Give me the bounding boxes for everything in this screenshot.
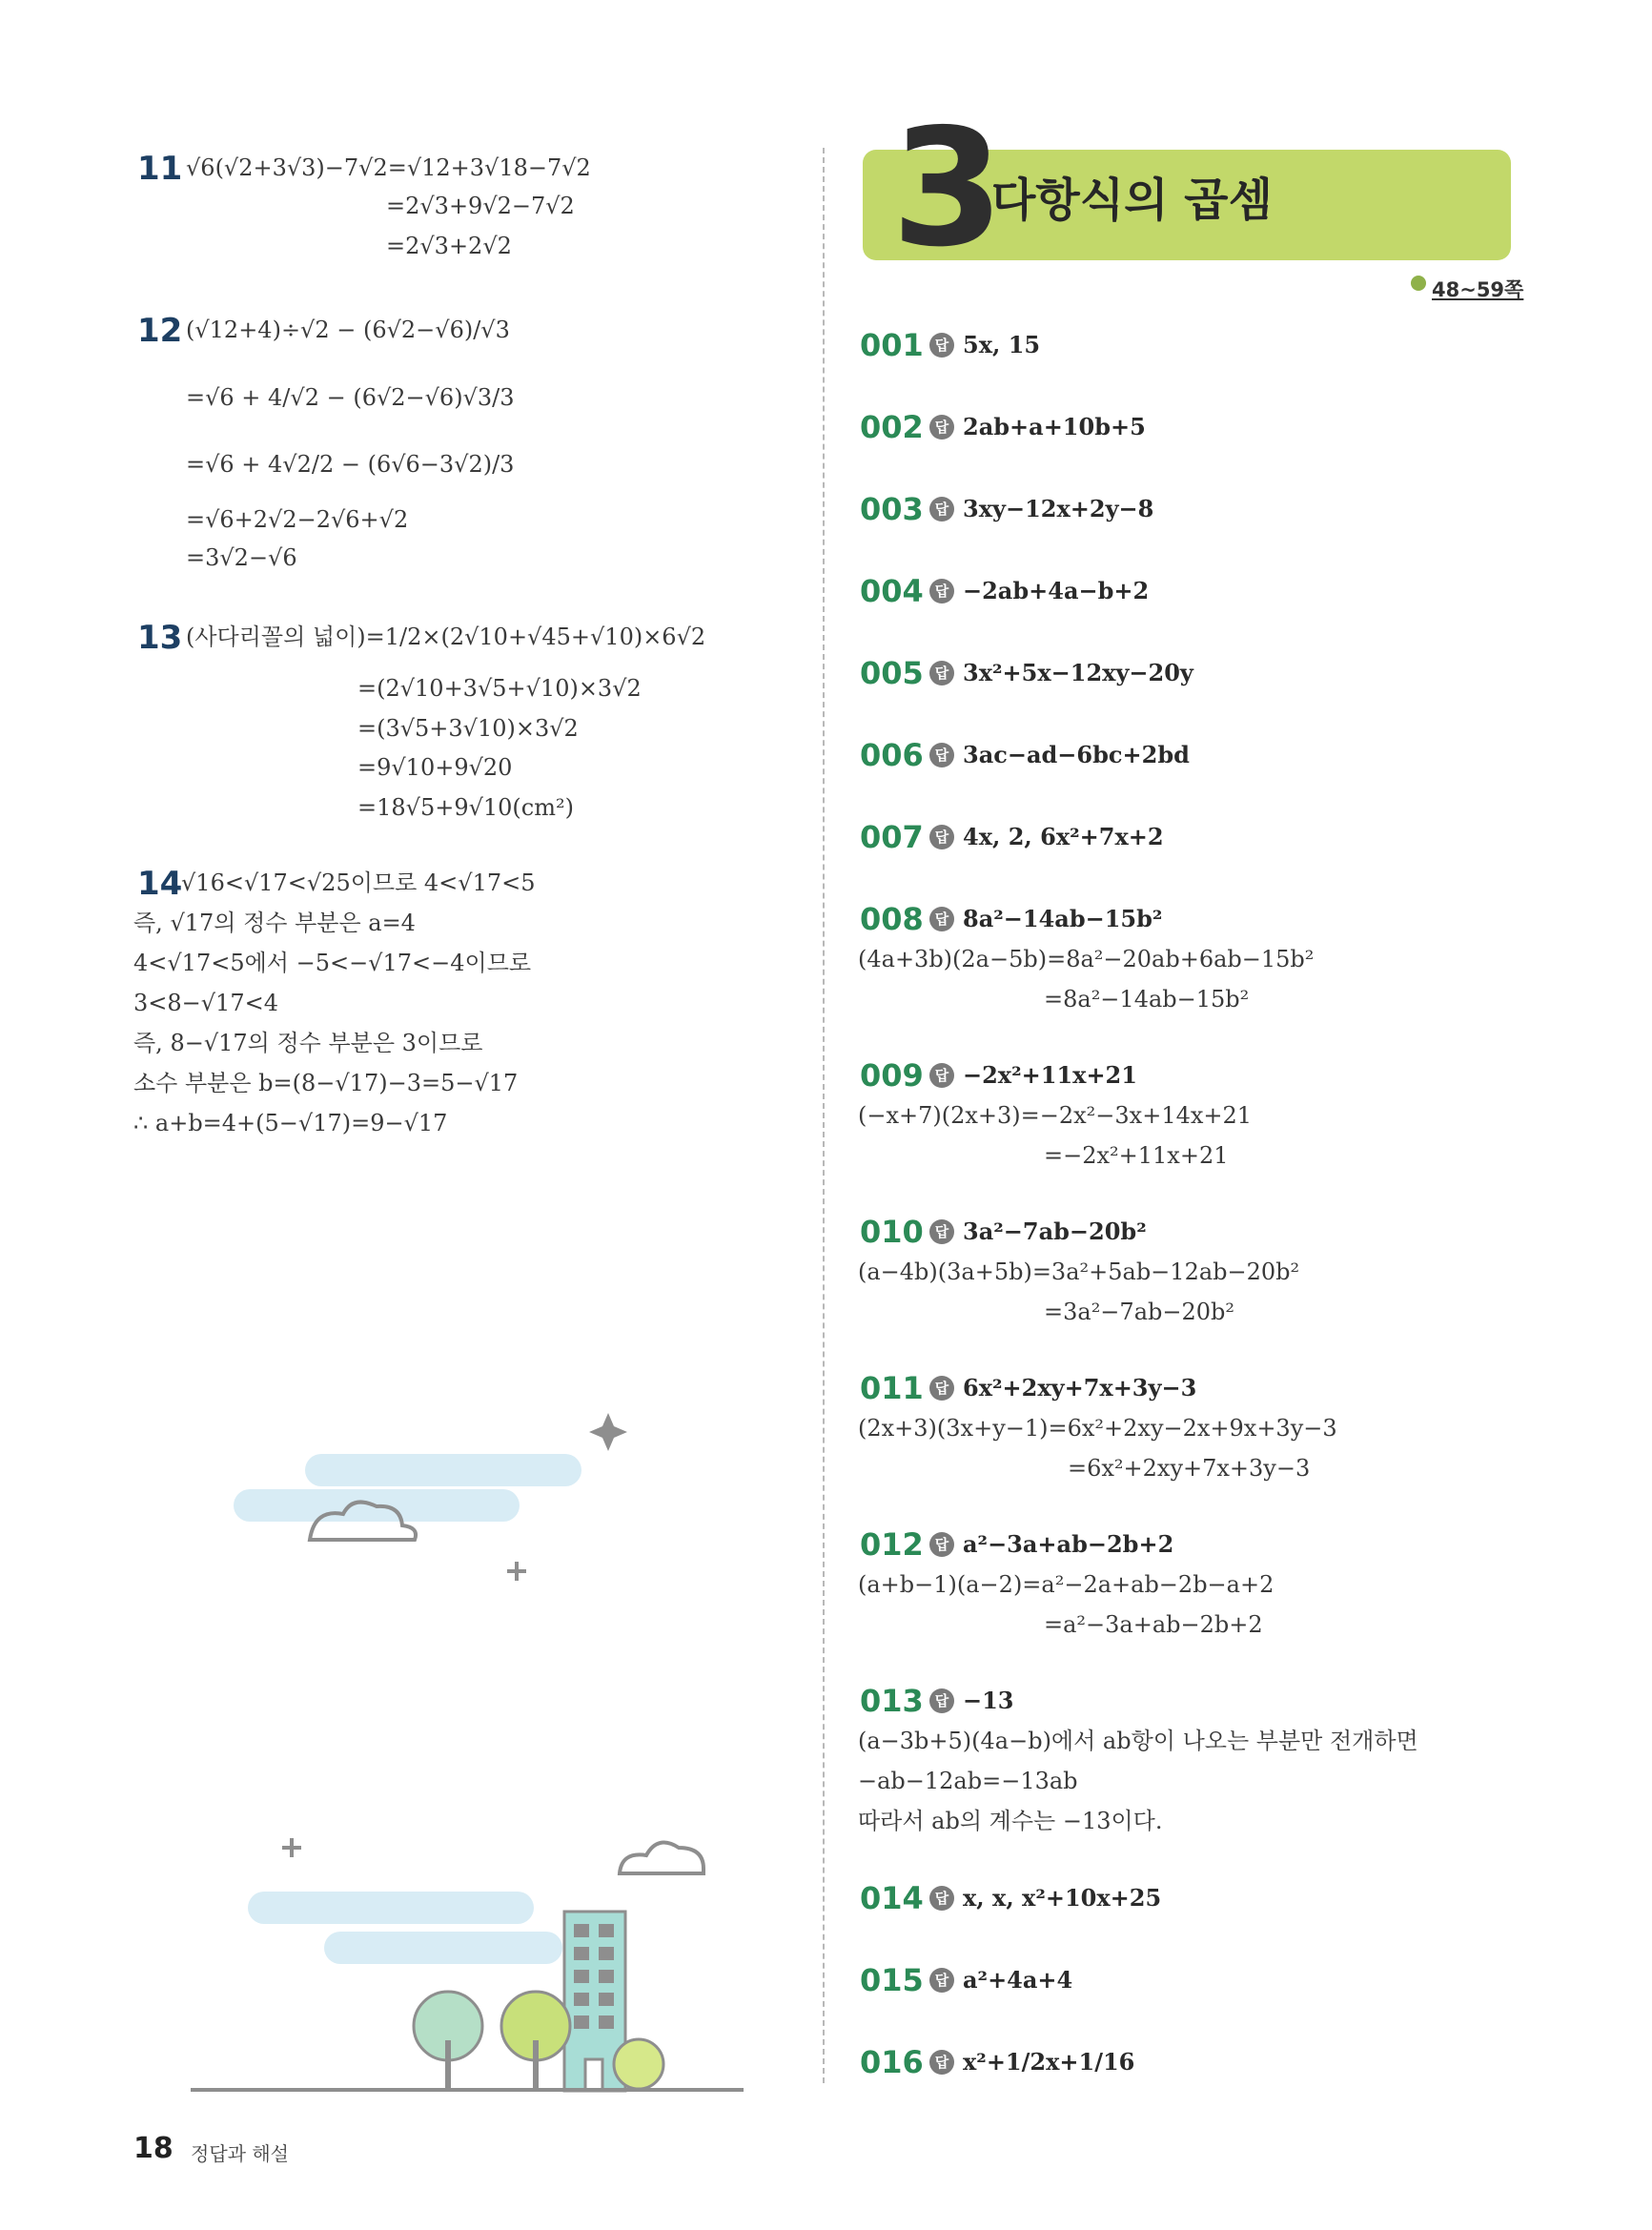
answer-text: 2ab+a+10b+5 — [963, 413, 1146, 440]
problem-number: 14 — [137, 865, 183, 903]
answer-text: x, x, x²+10x+25 — [963, 1884, 1162, 1912]
answer-text: 3a²−7ab−20b² — [963, 1217, 1147, 1245]
problem-number: 13 — [137, 619, 183, 657]
math-line: =3√2−√6 — [186, 544, 297, 571]
answer-number: 005 — [860, 655, 924, 691]
answer-text: x²+1/2x+1/16 — [963, 2048, 1135, 2076]
page-range: 48~59쪽 — [1432, 278, 1524, 301]
math-line: =18√5+9√10(cm²) — [357, 794, 574, 821]
math-line: =9√10+9√20 — [357, 754, 513, 781]
answer-text: 5x, 15 — [963, 331, 1041, 358]
math-line: =√6 + 4√2/2 − (6√6−3√2)/3 — [186, 451, 515, 478]
solution-line: =8a²−14ab−15b² — [1044, 986, 1250, 1013]
answer-tag-icon: 답 — [929, 415, 954, 440]
solution-line: =3a²−7ab−20b² — [1044, 1299, 1234, 1325]
math-line: =√6 + 4/√2 − (6√2−√6)√3/3 — [186, 384, 515, 411]
column-divider — [823, 148, 825, 2083]
answer-number: 001 — [860, 327, 924, 363]
solution-line: =a²−3a+ab−2b+2 — [1044, 1611, 1263, 1638]
ground-line — [191, 2088, 744, 2092]
answer-tag-icon: 답 — [929, 1376, 954, 1401]
answer-text: 3x²+5x−12xy−20y — [963, 659, 1193, 686]
answer-tag-icon: 답 — [929, 579, 954, 604]
answer-number: 014 — [860, 1880, 924, 1916]
solution-line: (a−3b+5)(4a−b)에서 ab항이 나오는 부분만 전개하면 — [858, 1728, 1418, 1754]
answer-number: 016 — [860, 2044, 924, 2080]
solution-line: (a+b−1)(a−2)=a²−2a+ab−2b−a+2 — [858, 1571, 1275, 1598]
answer-tag-icon: 답 — [929, 333, 954, 358]
math-line: √6(√2+3√3)−7√2=√12+3√18−7√2 — [186, 154, 591, 181]
page-number: 18 — [133, 2132, 173, 2165]
chapter-number: 3 — [891, 94, 1001, 283]
answer-tag-icon: 답 — [929, 2050, 954, 2075]
math-line: 4<√17<5에서 −5<−√17<−4이므로 — [133, 950, 532, 976]
answer-number: 002 — [860, 409, 924, 445]
answer-text: a²+4a+4 — [963, 1966, 1073, 1994]
answer-tag-icon: 답 — [929, 825, 954, 849]
answer-tag-icon: 답 — [929, 743, 954, 767]
answer-tag-icon: 답 — [929, 1063, 954, 1088]
solution-line: −ab−12ab=−13ab — [858, 1768, 1078, 1794]
math-line: (√12+4)÷√2 − (6√2−√6)/√3 — [186, 317, 510, 343]
math-line: 3<8−√17<4 — [133, 990, 278, 1016]
footer-label: 정답과 해설 — [191, 2142, 289, 2165]
answer-text: 4x, 2, 6x²+7x+2 — [963, 823, 1164, 850]
cloud-icon — [620, 1843, 704, 1873]
solution-line: (2x+3)(3x+y−1)=6x²+2xy−2x+9x+3y−3 — [858, 1415, 1337, 1442]
answer-number: 003 — [860, 491, 924, 527]
bush-icon — [614, 2039, 663, 2089]
answer-tag-icon: 답 — [929, 1219, 954, 1244]
math-line: 소수 부분은 b=(8−√17)−3=5−√17 — [133, 1070, 519, 1096]
answer-number: 013 — [860, 1683, 924, 1719]
answer-tag-icon: 답 — [929, 1688, 954, 1713]
answer-text: 3ac−ad−6bc+2bd — [963, 741, 1190, 768]
answer-number: 012 — [860, 1526, 924, 1563]
cityscape-illustration — [181, 1392, 753, 2097]
answer-text: 3xy−12x+2y−8 — [963, 495, 1154, 522]
answer-number: 011 — [860, 1370, 924, 1406]
answer-text: −2x²+11x+21 — [963, 1061, 1137, 1089]
math-line: =√6+2√2−2√6+√2 — [186, 506, 409, 533]
problem-number: 11 — [137, 150, 183, 188]
answer-number: 010 — [860, 1214, 924, 1250]
page-reference-icon — [1411, 276, 1426, 291]
sparkle-icon — [589, 1413, 627, 1451]
answer-tag-icon: 답 — [929, 497, 954, 522]
answer-number: 004 — [860, 573, 924, 609]
answer-number: 009 — [860, 1057, 924, 1094]
math-line: ∴ a+b=4+(5−√17)=9−√17 — [133, 1110, 448, 1136]
solution-line: =6x²+2xy+7x+3y−3 — [1068, 1455, 1311, 1482]
answer-text: 8a²−14ab−15b² — [963, 905, 1163, 932]
math-line: =2√3+9√2−7√2 — [386, 193, 575, 219]
chapter-title: 다항식의 곱셈 — [991, 174, 1273, 227]
answer-tag-icon: 답 — [929, 1968, 954, 1993]
answer-text: 6x²+2xy+7x+3y−3 — [963, 1374, 1197, 1401]
problem-number: 12 — [137, 312, 183, 350]
math-line: =(2√10+3√5+√10)×3√2 — [357, 675, 642, 702]
answer-number: 006 — [860, 737, 924, 773]
answer-text: a²−3a+ab−2b+2 — [963, 1530, 1174, 1558]
math-line: 즉, 8−√17의 정수 부분은 3이므로 — [133, 1030, 483, 1056]
answer-number: 008 — [860, 901, 924, 937]
solution-line: (−x+7)(2x+3)=−2x²−3x+14x+21 — [858, 1102, 1253, 1129]
solution-line: 따라서 ab의 계수는 −13이다. — [858, 1808, 1163, 1834]
math-line: (사다리꼴의 넓이)=1/2×(2√10+√45+√10)×6√2 — [186, 624, 706, 650]
answer-tag-icon: 답 — [929, 907, 954, 931]
answer-text: −13 — [963, 1687, 1014, 1714]
answer-number: 007 — [860, 819, 924, 855]
answer-tag-icon: 답 — [929, 1886, 954, 1911]
solution-line: =−2x²+11x+21 — [1044, 1142, 1229, 1169]
math-line: 즉, √17의 정수 부분은 a=4 — [133, 910, 416, 936]
solution-line: (4a+3b)(2a−5b)=8a²−20ab+6ab−15b² — [858, 946, 1315, 972]
math-line: =2√3+2√2 — [386, 233, 512, 259]
math-line: =(3√5+3√10)×3√2 — [357, 715, 579, 742]
answer-number: 015 — [860, 1962, 924, 1998]
answer-tag-icon: 답 — [929, 1532, 954, 1557]
solution-line: (a−4b)(3a+5b)=3a²+5ab−12ab−20b² — [858, 1258, 1300, 1285]
answer-tag-icon: 답 — [929, 661, 954, 685]
math-line: √16<√17<√25이므로 4<√17<5 — [181, 869, 536, 896]
answer-text: −2ab+4a−b+2 — [963, 577, 1150, 604]
